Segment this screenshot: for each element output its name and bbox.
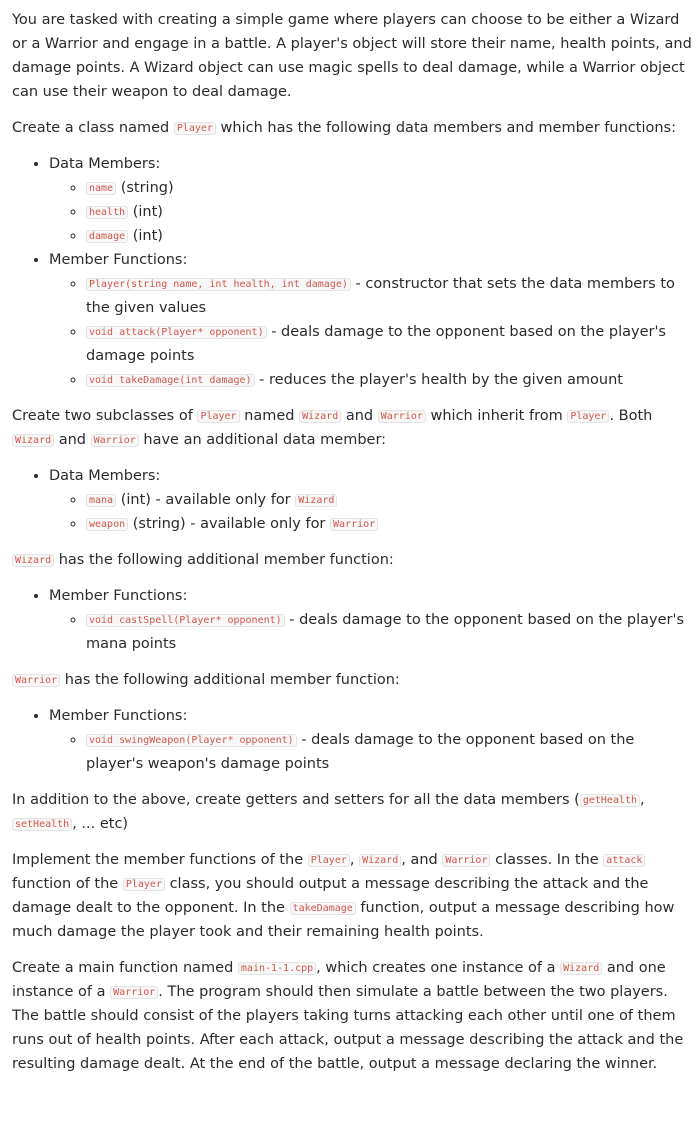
list-item <box>86 320 693 368</box>
member-type: (int) <box>128 204 163 220</box>
code-player: Player <box>174 122 216 135</box>
member-functions-label: Member Functions: <box>49 252 188 268</box>
code-wizard: Wizard <box>12 554 54 567</box>
code-damage: damage <box>86 230 128 243</box>
code-swing-weapon: void swingWeapon(Player* opponent) <box>86 734 297 747</box>
code-wizard: Wizard <box>299 410 341 423</box>
data-members-list <box>49 176 693 248</box>
text: have an additional data member: <box>138 432 387 448</box>
text: has the following additional member function: <box>60 672 400 688</box>
warrior-functions-list <box>12 704 693 776</box>
list-item <box>86 272 693 320</box>
code-wizard: Wizard <box>295 494 337 507</box>
function-description: - reduces the player's health by the given amount <box>254 372 623 388</box>
text: Create two subclasses of <box>12 408 198 424</box>
code-take-damage: void takeDamage(int damage) <box>86 374 255 387</box>
text: , <box>349 852 360 868</box>
code-warrior: Warrior <box>442 854 490 867</box>
code-attack: attack <box>603 854 645 867</box>
list-item <box>49 464 693 536</box>
data-members-label: Data Members: <box>49 468 161 484</box>
code-mana: mana <box>86 494 116 507</box>
text: , ... etc) <box>72 816 129 832</box>
code-warrior: Warrior <box>378 410 426 423</box>
data-members-label: Data Members: <box>49 156 161 172</box>
getters-paragraph <box>12 788 693 836</box>
list-item <box>86 200 693 224</box>
member-functions-list <box>49 272 693 392</box>
code-warrior: Warrior <box>91 434 139 447</box>
wizard-paragraph <box>12 548 693 572</box>
code-warrior: Warrior <box>12 674 60 687</box>
function-description: - deals damage to the opponent based on the player's damage points <box>86 324 666 364</box>
text: which inherit from <box>425 408 568 424</box>
member-functions-list <box>49 728 693 776</box>
list-item <box>86 488 693 512</box>
text: named <box>239 408 300 424</box>
code-wizard: Wizard <box>12 434 54 447</box>
text: classes. In the <box>490 852 604 868</box>
member-type: (int) <box>128 228 163 244</box>
code-take-damage: takeDamage <box>290 902 356 915</box>
function-description: - deals damage to the opponent based on the player's weapon's damage points <box>86 732 635 772</box>
code-main-file: main-1-1.cpp <box>238 962 316 975</box>
list-item <box>86 368 693 392</box>
text: and <box>54 432 91 448</box>
code-constructor: Player(string name, int health, int damage) <box>86 278 351 291</box>
member-type: (string) <box>116 180 174 196</box>
list-item <box>86 608 693 656</box>
player-class-paragraph <box>12 116 693 140</box>
member-functions-list <box>49 608 693 656</box>
text: function, output a message describing how much damage the player took and their remaining health points. <box>12 900 675 940</box>
text: has the following additional member function: <box>54 552 394 568</box>
text: and one instance of a <box>12 960 666 1000</box>
text: Create a class named <box>12 120 174 136</box>
code-health: health <box>86 206 128 219</box>
text: , <box>640 792 645 808</box>
text: . The program should then simulate a battle between the two players. The battle should consist of the players taking turns attacking each other until one of them runs out of health points. After each attack, output a message describing the attack and the resulting damage dealt. At the end of the battle, output a message declaring the winner. <box>12 984 684 1072</box>
list-item <box>49 584 693 656</box>
subclasses-paragraph <box>12 404 693 452</box>
text: function of the <box>12 876 123 892</box>
text: Create a main function named <box>12 960 238 976</box>
code-set-health: setHealth <box>12 818 72 831</box>
subclass-members-list <box>12 464 693 536</box>
code-cast-spell: void castSpell(Player* opponent) <box>86 614 285 627</box>
code-name: name <box>86 182 116 195</box>
list-item <box>86 728 693 776</box>
list-item <box>49 248 693 392</box>
list-item <box>49 704 693 776</box>
list-item <box>49 152 693 248</box>
code-weapon: weapon <box>86 518 128 531</box>
text: class, you should output a message describing the attack and the damage dealt to the opponent. In the <box>12 876 649 916</box>
warrior-paragraph <box>12 668 693 692</box>
text: which has the following data members and member functions: <box>215 120 676 136</box>
code-warrior: Warrior <box>110 986 158 999</box>
text: , which creates one instance of a <box>316 960 561 976</box>
intro-paragraph: You are tasked with creating a simple game where players can choose to be either a Wizard or a Warrior and engage in a battle. A player's object will store their name, health points, and damage points. A Wizard object can use magic spells to deal damage, while a Warrior object can use their weapon to deal damage. <box>12 12 692 100</box>
code-wizard: Wizard <box>560 962 602 975</box>
function-description: - constructor that sets the data members to the given values <box>86 276 675 316</box>
wizard-functions-list <box>12 584 693 656</box>
code-wizard: Wizard <box>359 854 401 867</box>
list-item <box>86 176 693 200</box>
function-description: - deals damage to the opponent based on the player's mana points <box>86 612 685 652</box>
code-warrior: Warrior <box>330 518 378 531</box>
data-members-list <box>49 488 693 536</box>
text: , and <box>401 852 443 868</box>
code-player: Player <box>197 410 239 423</box>
implement-paragraph <box>12 848 693 944</box>
list-item <box>86 512 693 536</box>
text: . Both <box>609 408 653 424</box>
member-description: (string) - available only for <box>128 516 331 532</box>
code-player: Player <box>308 854 350 867</box>
list-item <box>86 224 693 248</box>
code-attack: void attack(Player* opponent) <box>86 326 267 339</box>
player-spec-list <box>12 152 693 392</box>
member-functions-label: Member Functions: <box>49 708 188 724</box>
code-player: Player <box>123 878 165 891</box>
code-player: Player <box>567 410 609 423</box>
main-function-paragraph <box>12 956 693 1076</box>
text: and <box>341 408 378 424</box>
member-functions-label: Member Functions: <box>49 588 188 604</box>
code-get-health: getHealth <box>580 794 640 807</box>
member-description: (int) - available only for <box>116 492 296 508</box>
text: Implement the member functions of the <box>12 852 308 868</box>
text: In addition to the above, create getters and setters for all the data members ( <box>12 792 580 808</box>
